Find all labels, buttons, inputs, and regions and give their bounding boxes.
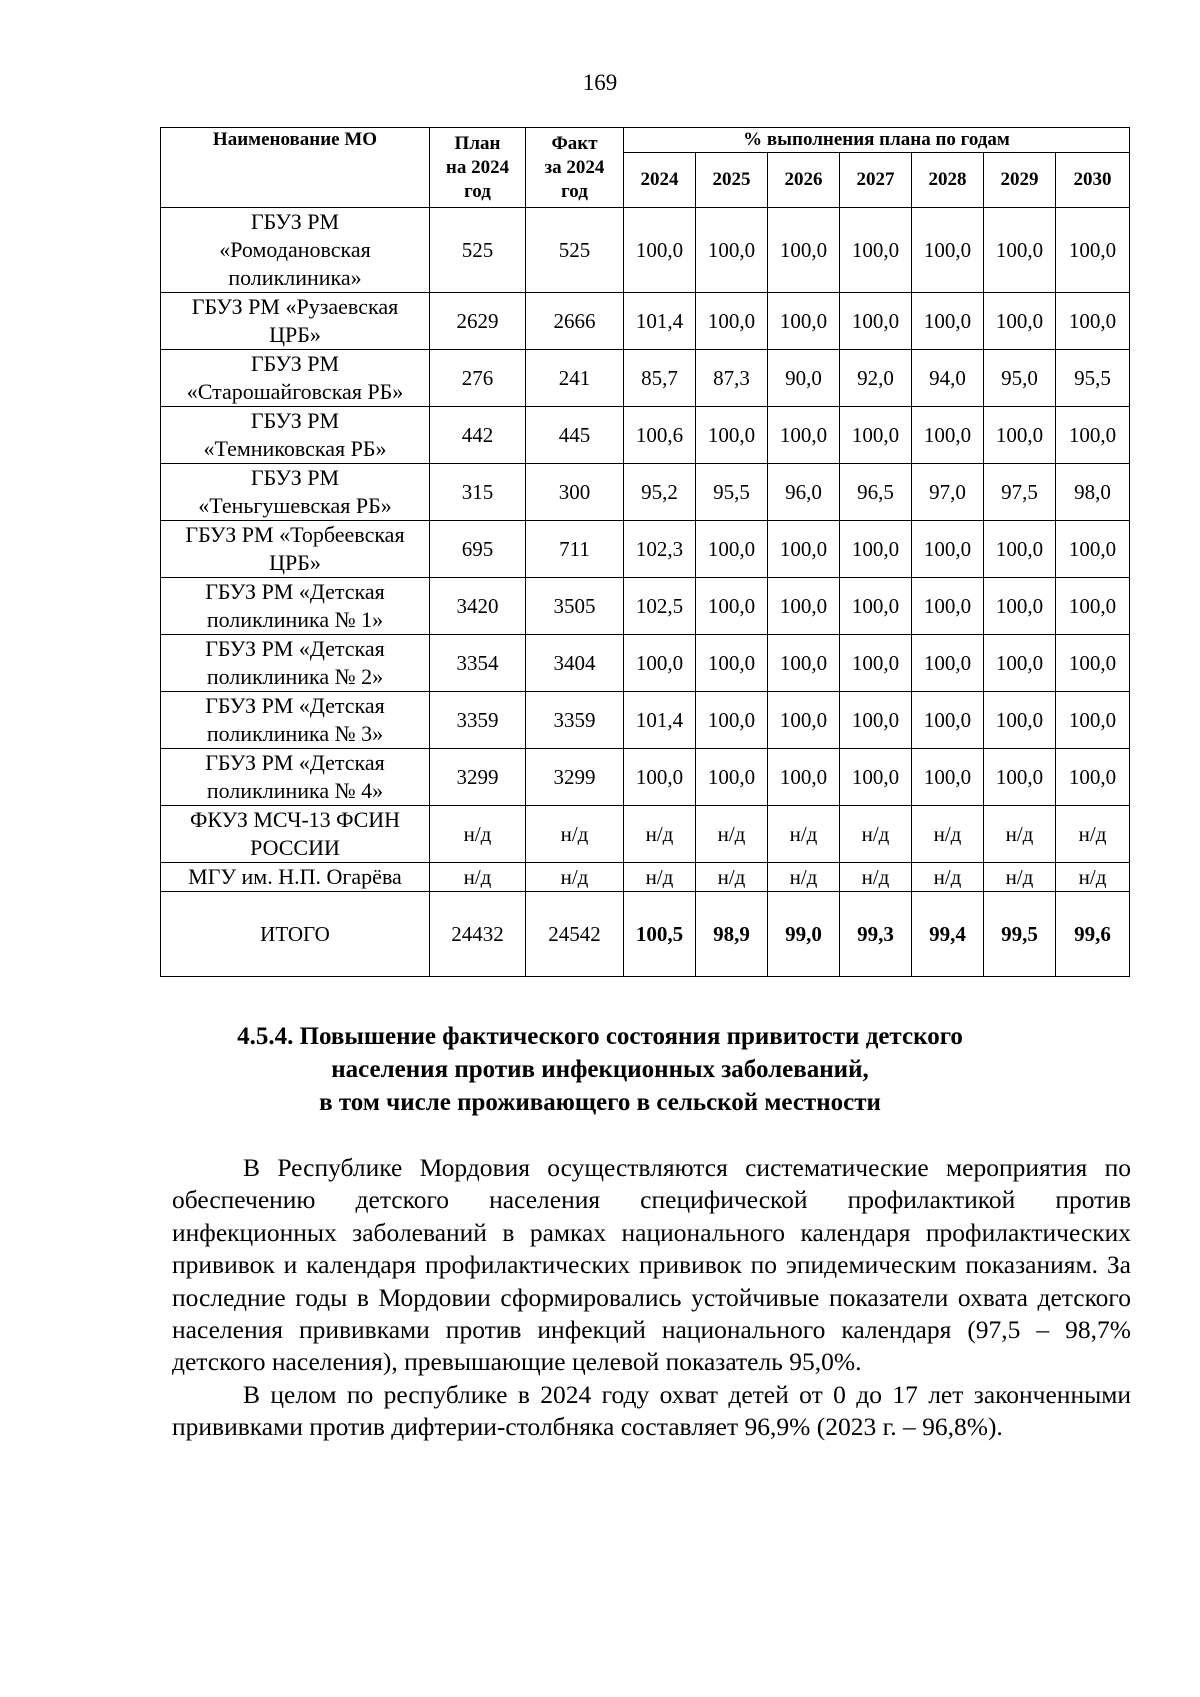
- row-name-line: «Теньгушевская РБ»: [198, 493, 392, 518]
- table-row: [161, 863, 1130, 892]
- row-name: [161, 749, 430, 806]
- row-pct: 100,0: [984, 208, 1056, 293]
- row-name-line: ГБУЗ РМ «Детская: [205, 693, 385, 718]
- row-name-line: ГБУЗ РМ «Рузаевская: [191, 294, 399, 319]
- table-row: [161, 293, 1130, 350]
- header-year: 2025: [696, 153, 768, 208]
- row-name-line: ГБУЗ РМ: [250, 408, 340, 433]
- row-pct: 94,0: [912, 350, 984, 407]
- row-pct: 100,0: [696, 635, 768, 692]
- section-heading-line: 4.5.4. Повышение фактического состояния привитости детского: [237, 1023, 963, 1050]
- row-pct: 100,0: [1056, 635, 1130, 692]
- row-pct: 100,0: [696, 407, 768, 464]
- row-plan: 3359: [430, 692, 526, 749]
- table-row: [161, 521, 1130, 578]
- row-pct: 100,0: [768, 521, 840, 578]
- row-pct: 100,0: [912, 692, 984, 749]
- row-name-line: ГБУЗ РМ «Детская: [205, 579, 385, 604]
- total-pct: 100,5: [624, 892, 696, 977]
- row-name: [161, 806, 430, 863]
- row-pct: 95,2: [624, 464, 696, 521]
- row-plan: 442: [430, 407, 526, 464]
- row-name-line: ГБУЗ РМ «Детская: [205, 636, 385, 661]
- row-pct: 100,0: [840, 521, 912, 578]
- table-row: [161, 208, 1130, 293]
- header-fact: Факт за 2024 год: [526, 128, 624, 208]
- row-pct: 100,0: [912, 293, 984, 350]
- row-pct: 100,0: [840, 293, 912, 350]
- table-row: [161, 578, 1130, 635]
- row-pct: 100,0: [912, 578, 984, 635]
- vaccination-plan-table: [160, 127, 1130, 977]
- total-fact: 24542: [526, 892, 624, 977]
- row-pct: 100,0: [768, 293, 840, 350]
- row-plan: 2629: [430, 293, 526, 350]
- row-fact: 445: [526, 407, 624, 464]
- row-pct: н/д: [840, 806, 912, 863]
- table-row: [161, 464, 1130, 521]
- row-pct: 92,0: [840, 350, 912, 407]
- row-pct: 100,0: [912, 521, 984, 578]
- row-name-line: ФКУЗ МСЧ-13 ФСИН: [189, 807, 401, 832]
- row-pct: 100,0: [768, 407, 840, 464]
- row-name: [161, 407, 430, 464]
- row-name-line: поликлиника № 2»: [206, 664, 384, 689]
- total-pct: 99,4: [912, 892, 984, 977]
- row-fact: 3359: [526, 692, 624, 749]
- row-pct: 95,5: [696, 464, 768, 521]
- row-name-line: ГБУЗ РМ: [250, 351, 340, 376]
- row-plan: 3354: [430, 635, 526, 692]
- row-plan: 695: [430, 521, 526, 578]
- row-name-line: поликлиника»: [228, 265, 362, 290]
- row-name-line: ЦРБ»: [269, 550, 321, 575]
- row-pct: 100,0: [984, 578, 1056, 635]
- row-pct: н/д: [912, 806, 984, 863]
- row-pct: 100,0: [840, 749, 912, 806]
- row-fact: 3505: [526, 578, 624, 635]
- header-name: Наименование МО: [161, 128, 430, 208]
- table-row: [161, 635, 1130, 692]
- row-pct: 100,0: [624, 208, 696, 293]
- total-label: ИТОГО: [161, 892, 430, 977]
- row-name-line: «Старошайговская РБ»: [186, 379, 404, 404]
- row-pct: 100,6: [624, 407, 696, 464]
- row-pct: 100,0: [840, 208, 912, 293]
- row-pct: 100,0: [696, 692, 768, 749]
- row-name-line: РОССИИ: [250, 835, 340, 860]
- row-name-line: поликлиника № 1»: [206, 607, 384, 632]
- header-year: 2029: [984, 153, 1056, 208]
- section-heading-line: населения против инфекционных заболеваний,: [331, 1056, 869, 1083]
- row-name: [161, 350, 430, 407]
- row-name: [161, 293, 430, 350]
- row-pct: н/д: [696, 863, 768, 892]
- page-number: 169: [582, 70, 618, 95]
- row-name: [161, 464, 430, 521]
- row-plan: 3299: [430, 749, 526, 806]
- row-pct: 100,0: [768, 692, 840, 749]
- row-name-line: ГБУЗ РМ «Торбеевская: [185, 522, 405, 547]
- row-name-line: «Темниковская РБ»: [203, 436, 387, 461]
- total-plan: 24432: [430, 892, 526, 977]
- table-row: [161, 350, 1130, 407]
- row-name: [161, 635, 430, 692]
- paragraph: В целом по республике в 2024 году охват детей от 0 до 17 лет законченными прививками против дифтерии-столбняка составляет 96,9% (2023 г. – 96,8%).: [172, 1379, 1131, 1442]
- row-pct: н/д: [696, 806, 768, 863]
- row-pct: 100,0: [912, 407, 984, 464]
- row-pct: 96,5: [840, 464, 912, 521]
- row-pct: 100,0: [624, 749, 696, 806]
- row-name: [161, 208, 430, 293]
- row-plan: 3420: [430, 578, 526, 635]
- row-name-line: поликлиника № 3»: [206, 721, 384, 746]
- row-pct: н/д: [624, 863, 696, 892]
- row-pct: 100,0: [984, 521, 1056, 578]
- row-pct: 100,0: [696, 293, 768, 350]
- row-pct: 100,0: [984, 749, 1056, 806]
- header-pct-group: % выполнения плана по годам: [624, 128, 1130, 153]
- row-name: [161, 692, 430, 749]
- section-heading-line: в том числе проживающего в сельской местности: [319, 1089, 881, 1116]
- total-pct: 98,9: [696, 892, 768, 977]
- header-year: 2028: [912, 153, 984, 208]
- row-pct: 100,0: [984, 293, 1056, 350]
- row-pct: 95,5: [1056, 350, 1130, 407]
- row-pct: 100,0: [984, 635, 1056, 692]
- row-name-line: ЦРБ»: [269, 322, 321, 347]
- row-pct: 100,0: [984, 407, 1056, 464]
- row-plan: н/д: [430, 863, 526, 892]
- row-name: [161, 578, 430, 635]
- row-pct: 100,0: [624, 635, 696, 692]
- total-pct: 99,5: [984, 892, 1056, 977]
- header-year: 2027: [840, 153, 912, 208]
- row-pct: 100,0: [1056, 208, 1130, 293]
- row-pct: 102,5: [624, 578, 696, 635]
- row-pct: 100,0: [912, 635, 984, 692]
- section-heading: [150, 1020, 1050, 1119]
- row-plan: н/д: [430, 806, 526, 863]
- header-year: 2026: [768, 153, 840, 208]
- table-row: [161, 407, 1130, 464]
- row-pct: 100,0: [768, 635, 840, 692]
- row-plan: 276: [430, 350, 526, 407]
- row-pct: 97,5: [984, 464, 1056, 521]
- row-pct: н/д: [768, 806, 840, 863]
- row-pct: 100,0: [768, 578, 840, 635]
- row-pct: 85,7: [624, 350, 696, 407]
- row-pct: н/д: [1056, 863, 1130, 892]
- row-pct: н/д: [1056, 806, 1130, 863]
- row-pct: н/д: [840, 863, 912, 892]
- row-plan: 315: [430, 464, 526, 521]
- row-pct: 100,0: [1056, 293, 1130, 350]
- row-pct: 100,0: [1056, 692, 1130, 749]
- row-pct: 100,0: [1056, 521, 1130, 578]
- row-name-line: поликлиника № 4»: [206, 778, 384, 803]
- total-pct: 99,0: [768, 892, 840, 977]
- row-pct: 87,3: [696, 350, 768, 407]
- row-pct: 100,0: [696, 749, 768, 806]
- row-pct: 100,0: [840, 578, 912, 635]
- row-pct: 100,0: [696, 208, 768, 293]
- row-fact: 711: [526, 521, 624, 578]
- header-year: 2024: [624, 153, 696, 208]
- row-pct: 102,3: [624, 521, 696, 578]
- row-pct: 100,0: [768, 208, 840, 293]
- row-fact: 3404: [526, 635, 624, 692]
- table-row: [161, 806, 1130, 863]
- row-fact: 300: [526, 464, 624, 521]
- total-pct: 99,3: [840, 892, 912, 977]
- row-name-line: МГУ им. Н.П. Огарёва: [188, 864, 402, 889]
- row-pct: 100,0: [768, 749, 840, 806]
- row-pct: н/д: [984, 863, 1056, 892]
- row-fact: н/д: [526, 806, 624, 863]
- row-pct: н/д: [768, 863, 840, 892]
- row-pct: 100,0: [840, 692, 912, 749]
- row-pct: 100,0: [696, 578, 768, 635]
- header-plan: План на 2024 год: [430, 128, 526, 208]
- row-fact: 2666: [526, 293, 624, 350]
- row-plan: 525: [430, 208, 526, 293]
- row-pct: 101,4: [624, 293, 696, 350]
- row-pct: 100,0: [1056, 407, 1130, 464]
- row-name: [161, 521, 430, 578]
- row-pct: 90,0: [768, 350, 840, 407]
- row-name-line: ГБУЗ РМ: [250, 465, 340, 490]
- row-pct: 96,0: [768, 464, 840, 521]
- table-row: [161, 749, 1130, 806]
- row-pct: 101,4: [624, 692, 696, 749]
- row-fact: 3299: [526, 749, 624, 806]
- row-pct: н/д: [624, 806, 696, 863]
- row-pct: 100,0: [912, 749, 984, 806]
- row-name-line: ГБУЗ РМ: [250, 209, 340, 234]
- paragraph: В Республике Мордовия осуществляются систематические мероприятия по обеспечению детского населения специфической профилактикой против инфекционных заболеваний в рамках национального календаря профилактических прививок и календаря профилактических прививок по эпидемическим показаниям. За последние годы в Мордовии сформировались устойчивые показатели охвата детского населения прививками против инфекций национального календаря (97,5 – 98,7% детского населения), превышающие целевой показатель 95,0%.: [172, 1153, 1131, 1377]
- row-pct: 97,0: [912, 464, 984, 521]
- row-pct: 100,0: [1056, 749, 1130, 806]
- total-pct: 99,6: [1056, 892, 1130, 977]
- row-fact: 525: [526, 208, 624, 293]
- header-year: 2030: [1056, 153, 1130, 208]
- row-fact: 241: [526, 350, 624, 407]
- row-pct: 95,0: [984, 350, 1056, 407]
- row-pct: 100,0: [1056, 578, 1130, 635]
- total-row: [161, 892, 1130, 977]
- row-name: [161, 863, 430, 892]
- row-pct: 100,0: [840, 635, 912, 692]
- row-pct: 100,0: [984, 692, 1056, 749]
- row-pct: 100,0: [840, 407, 912, 464]
- table-row: [161, 692, 1130, 749]
- row-name-line: «Ромодановская: [219, 237, 371, 262]
- row-pct: н/д: [984, 806, 1056, 863]
- row-name-line: ГБУЗ РМ «Детская: [205, 750, 385, 775]
- row-pct: 100,0: [912, 208, 984, 293]
- row-pct: 98,0: [1056, 464, 1130, 521]
- row-pct: 100,0: [696, 521, 768, 578]
- row-pct: н/д: [912, 863, 984, 892]
- row-fact: н/д: [526, 863, 624, 892]
- body-text: [172, 1152, 1131, 1444]
